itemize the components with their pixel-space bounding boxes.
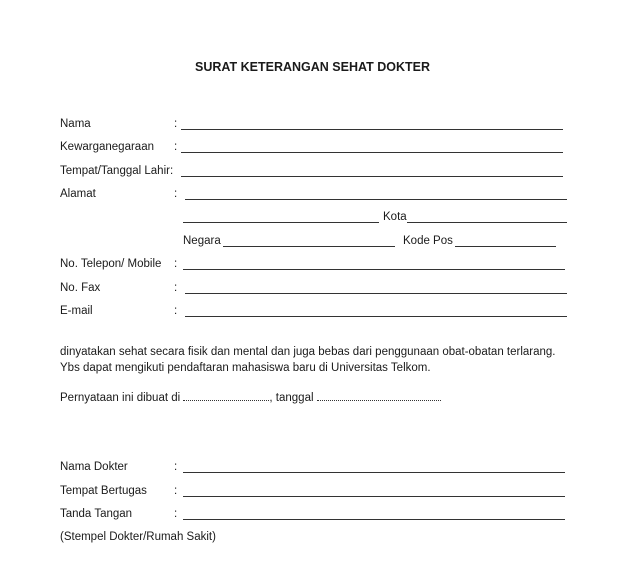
- telepon-colon: :: [174, 258, 178, 270]
- telepon-field[interactable]: [183, 269, 565, 270]
- nama-label: Nama: [60, 118, 91, 130]
- declaration-line: [60, 390, 441, 406]
- nama-dokter-colon: :: [174, 461, 178, 473]
- nama-dokter-field[interactable]: [183, 472, 565, 473]
- tanda-tangan-field[interactable]: [183, 519, 565, 520]
- negara-label: Negara: [183, 235, 221, 247]
- document-title: SURAT KETERANGAN SEHAT DOKTER: [195, 60, 430, 74]
- telepon-label: No. Telepon/ Mobile: [60, 258, 162, 270]
- alamat-label: Alamat: [60, 188, 96, 200]
- statement-line-2: Ybs dapat mengikuti pendaftaran mahasiswa baru di Universitas Telkom.: [60, 362, 431, 374]
- fax-field[interactable]: [185, 293, 567, 294]
- tempat-bertugas-field[interactable]: [183, 496, 565, 497]
- alamat-colon: :: [174, 188, 178, 200]
- email-label: E-mail: [60, 305, 93, 317]
- negara-field[interactable]: [223, 246, 395, 247]
- nama-colon: :: [174, 118, 178, 130]
- kewarganegaraan-colon: :: [174, 141, 178, 153]
- tanda-tangan-colon: :: [174, 508, 178, 520]
- tempat-bertugas-colon: :: [174, 485, 178, 497]
- statement-line-1: dinyatakan sehat secara fisik dan mental dan juga bebas dari penggunaan obat-obatan terlarang.: [60, 346, 556, 358]
- declaration-mid: , tanggal: [269, 392, 314, 404]
- declaration-date-field[interactable]: [317, 390, 441, 401]
- tempat-tanggal-lahir-label: Tempat/Tanggal Lahir:: [60, 165, 174, 177]
- nama-field[interactable]: [181, 129, 563, 130]
- declaration-place-field[interactable]: [183, 390, 269, 401]
- alamat-line-2-field[interactable]: [183, 222, 379, 223]
- tanda-tangan-label: Tanda Tangan: [60, 508, 133, 520]
- declaration-prefix: Pernyataan ini dibuat di: [60, 392, 181, 404]
- kota-field[interactable]: [407, 222, 567, 223]
- nama-dokter-label: Nama Dokter: [60, 461, 128, 473]
- kewarganegaraan-field[interactable]: [181, 152, 563, 153]
- tempat-tanggal-lahir-field[interactable]: [181, 176, 563, 177]
- kode-pos-field[interactable]: [455, 246, 556, 247]
- tempat-bertugas-label: Tempat Bertugas: [60, 485, 147, 497]
- email-colon: :: [174, 305, 178, 317]
- alamat-field[interactable]: [185, 199, 567, 200]
- kode-pos-label: Kode Pos: [403, 235, 453, 247]
- fax-label: No. Fax: [60, 282, 101, 294]
- kota-label: Kota: [383, 211, 407, 223]
- email-field[interactable]: [185, 316, 567, 317]
- fax-colon: :: [174, 282, 178, 294]
- stamp-note: (Stempel Dokter/Rumah Sakit): [60, 531, 216, 543]
- kewarganegaraan-label: Kewarganegaraan: [60, 141, 154, 153]
